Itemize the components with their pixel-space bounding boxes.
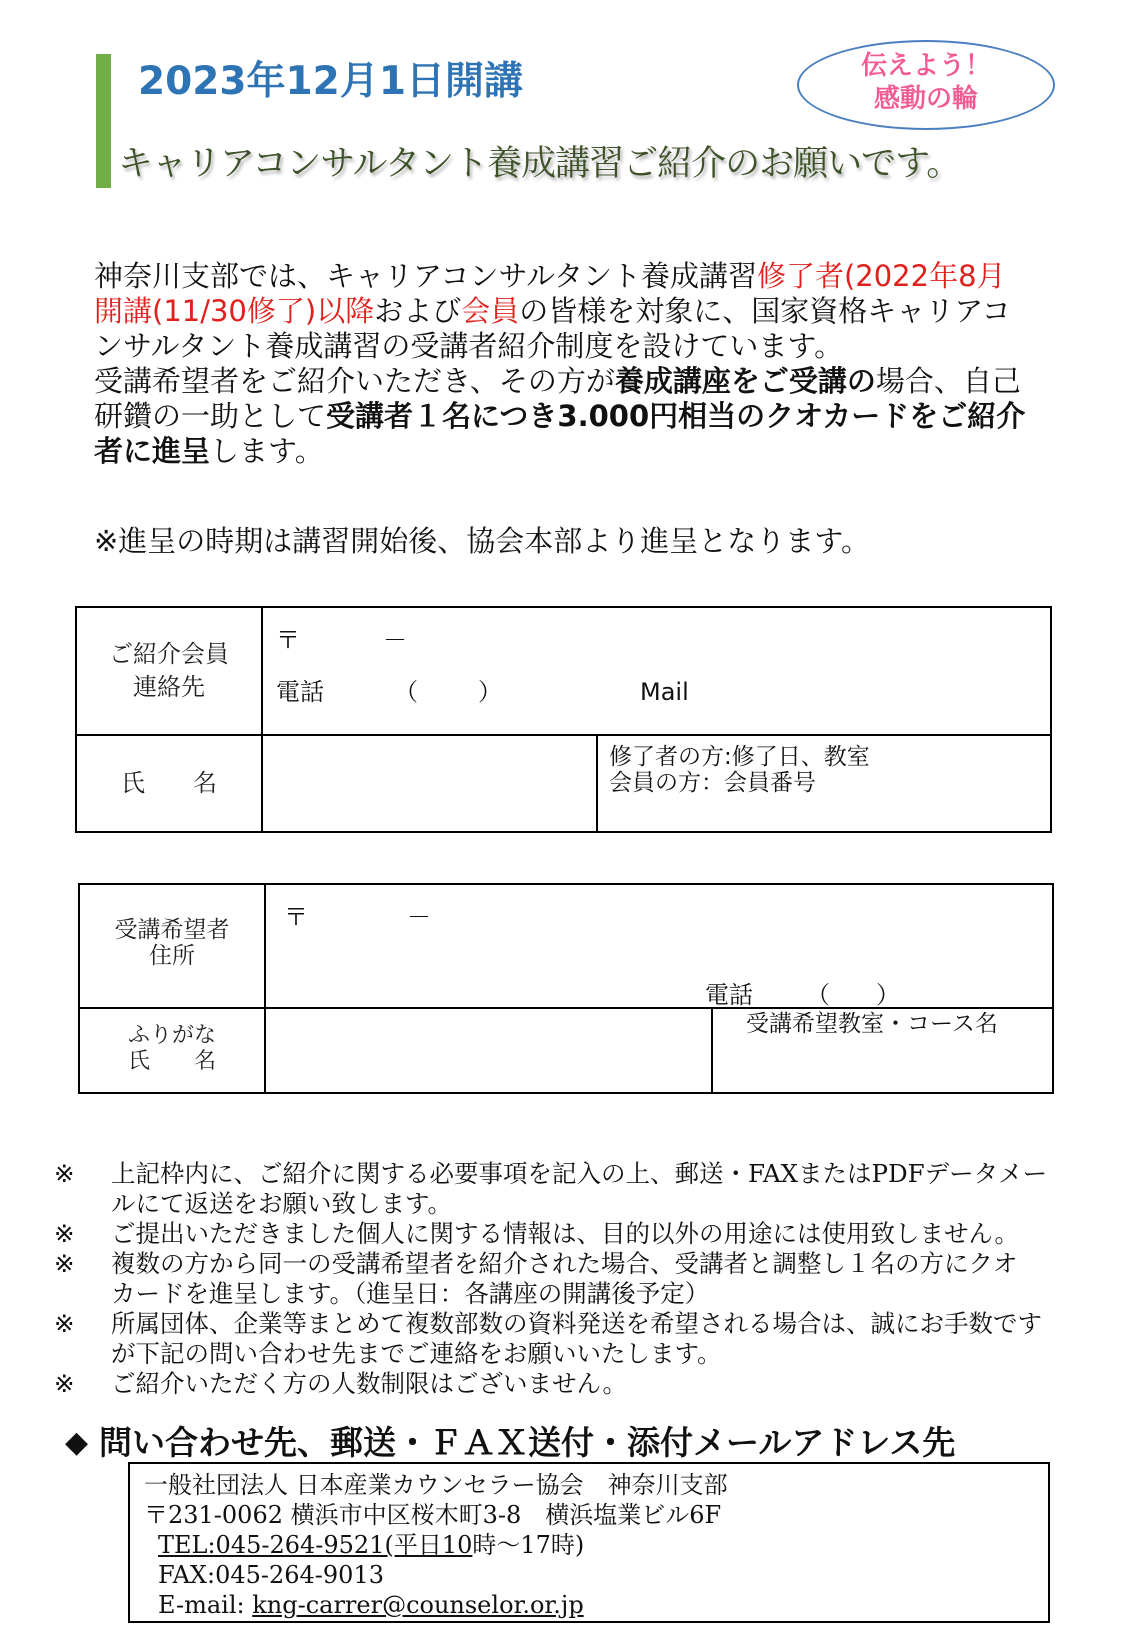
hint-line: 修了者の方:修了日、教室: [609, 744, 870, 770]
phone-label: 電話: [705, 981, 753, 1009]
graduate-date-highlight: 開講(11/30修了)以降: [94, 294, 375, 328]
phone-paren-close: ）: [876, 981, 900, 1009]
note-text: [111, 1309, 1042, 1369]
note-text: [111, 1159, 1047, 1219]
referrer-name-label: 氏 名: [121, 769, 217, 797]
referrer-contact-label: [77, 638, 261, 704]
note-line: ルにて返送をお願い致します。: [111, 1189, 453, 1218]
mail-label: Mail: [640, 678, 689, 706]
hint-line: 会員の方：会員番号: [609, 770, 816, 796]
slogan-badge: [797, 40, 1055, 130]
label-line: 受講希望者: [114, 917, 230, 943]
phone-link[interactable]: TEL:045-264-9521(平日10: [158, 1531, 473, 1559]
organization-name: 一般社団法人 日本産業カウンセラー協会 神奈川支部: [144, 1471, 728, 1499]
phone-paren-open: （: [394, 678, 418, 706]
note-line: 上記枠内に、ご紹介に関する必要事項を記入の上、郵送・FAXまたはPDFデータメー: [111, 1159, 1048, 1188]
intro-text: 場合、自己: [875, 364, 1021, 398]
postal-dash: －: [407, 903, 431, 931]
intro-text: 研鑽の一助として: [94, 399, 327, 433]
note-line: ご提出いただきました個人に関する情報は、目的以外の用途には使用致しません。: [111, 1219, 1019, 1248]
email-line: [158, 1590, 584, 1620]
intro-line: [94, 329, 1025, 364]
note-mark: ※: [54, 1309, 75, 1338]
list-item: [54, 1309, 1114, 1369]
reward-emphasis: 受講者１名につき3.000円相当のクオカードをご紹介: [326, 399, 1026, 433]
note-text: [111, 1249, 1018, 1309]
table-column-divider: [596, 735, 598, 833]
page-title: 2023年12月1日開講: [138, 59, 523, 104]
intro-text: の皆様を対象に、国家資格キャリアコ: [519, 294, 1011, 328]
label-line: ご紹介会員: [109, 640, 229, 668]
table-row-divider: [75, 734, 1052, 736]
contact-heading: 問い合わせ先、郵送・ＦＡＸ送付・添付メールアドレス先: [99, 1423, 956, 1462]
phone-paren-open: （: [806, 981, 830, 1009]
enrollment-emphasis: 養成講座をご受講の: [614, 364, 876, 398]
email-label: E-mail:: [158, 1591, 253, 1619]
applicant-name-label: [80, 1023, 264, 1075]
list-item: [54, 1369, 1114, 1399]
accent-bar: [96, 54, 111, 188]
postal-address: 〒231-0062 横浜市中区桜木町3-8 横浜塩業ビル6F: [144, 1501, 722, 1529]
slogan-line-2: 感動の輪: [873, 84, 978, 114]
notes-list: [54, 1159, 1114, 1399]
intro-paragraph: [94, 259, 1025, 469]
email-link[interactable]: kng-carrer@counselor.or.jp: [252, 1591, 584, 1619]
note-line: が下記の問い合わせ先までご連絡をお願いいたします。: [111, 1339, 722, 1368]
postal-mark: 〒: [276, 626, 300, 654]
table-row-divider: [78, 1007, 1054, 1009]
furigana-label: ふりがな: [127, 1023, 216, 1048]
course-label: 受講希望教室・コース名: [746, 1011, 998, 1037]
phone-hours: 時～17時): [472, 1531, 585, 1559]
intro-text: 神奈川支部では、キャリアコンサルタント養成講習: [94, 259, 757, 293]
intro-line: [94, 364, 1025, 399]
note-line: 所属団体、企業等まとめて複数部数の資料発送を希望される場合は、誠にお手数です: [111, 1309, 1042, 1338]
page-subtitle: キャリアコンサルタント養成講習ご紹介のお願いです。: [118, 144, 961, 184]
note-line: カードを進呈します。（進呈日：各講座の開講後予定）: [111, 1279, 710, 1308]
label-line: 住所: [149, 943, 195, 969]
intro-line: [94, 434, 1025, 469]
list-item: [54, 1219, 1114, 1249]
postal-dash: －: [383, 626, 407, 654]
fax-line: FAX:045-264-9013: [158, 1561, 384, 1589]
note-text: [111, 1219, 1019, 1249]
intro-text: 受講希望者をご紹介いただき、その方が: [94, 364, 615, 398]
graduate-highlight: 修了者(2022年8月: [756, 259, 1006, 293]
member-id-hint: [609, 744, 870, 796]
diamond-icon: ◆: [65, 1425, 89, 1460]
list-item: [54, 1159, 1114, 1219]
note-mark: ※: [54, 1219, 75, 1248]
timing-note: ※進呈の時期は講習開始後、協会本部より進呈となります。: [94, 524, 870, 558]
table-column-divider: [264, 883, 266, 1094]
intro-text: ンサルタント養成講習の受講者紹介制度を設けています。: [94, 329, 844, 363]
intro-text: します。: [210, 434, 324, 468]
table-column-divider: [711, 1008, 713, 1094]
name-label: 氏 名: [127, 1049, 216, 1074]
note-mark: ※: [54, 1249, 75, 1278]
note-line: ご紹介いただく方の人数制限はございません。: [111, 1369, 627, 1398]
intro-line: [94, 399, 1025, 434]
member-highlight: 会員: [461, 294, 520, 328]
phone-line: [158, 1530, 584, 1560]
postal-mark: 〒: [284, 903, 308, 931]
contact-box: [128, 1462, 1050, 1623]
applicant-address-label: [80, 917, 264, 969]
intro-line: [94, 259, 1025, 294]
note-line: 複数の方から同一の受講希望者を紹介された場合、受講者と調整し１名の方にクオ: [111, 1249, 1018, 1278]
table-column-divider: [261, 606, 263, 833]
note-text: [111, 1369, 627, 1399]
note-mark: ※: [54, 1159, 75, 1188]
reward-emphasis: 者に進呈: [94, 434, 211, 468]
intro-line: [94, 294, 1025, 329]
intro-text: および: [374, 294, 462, 328]
label-line: 連絡先: [133, 673, 205, 701]
phone-label: 電話: [276, 678, 324, 706]
list-item: [54, 1249, 1114, 1309]
slogan-line-1: 伝えよう！: [860, 51, 991, 81]
phone-paren-close: ）: [478, 678, 502, 706]
note-mark: ※: [54, 1369, 75, 1398]
